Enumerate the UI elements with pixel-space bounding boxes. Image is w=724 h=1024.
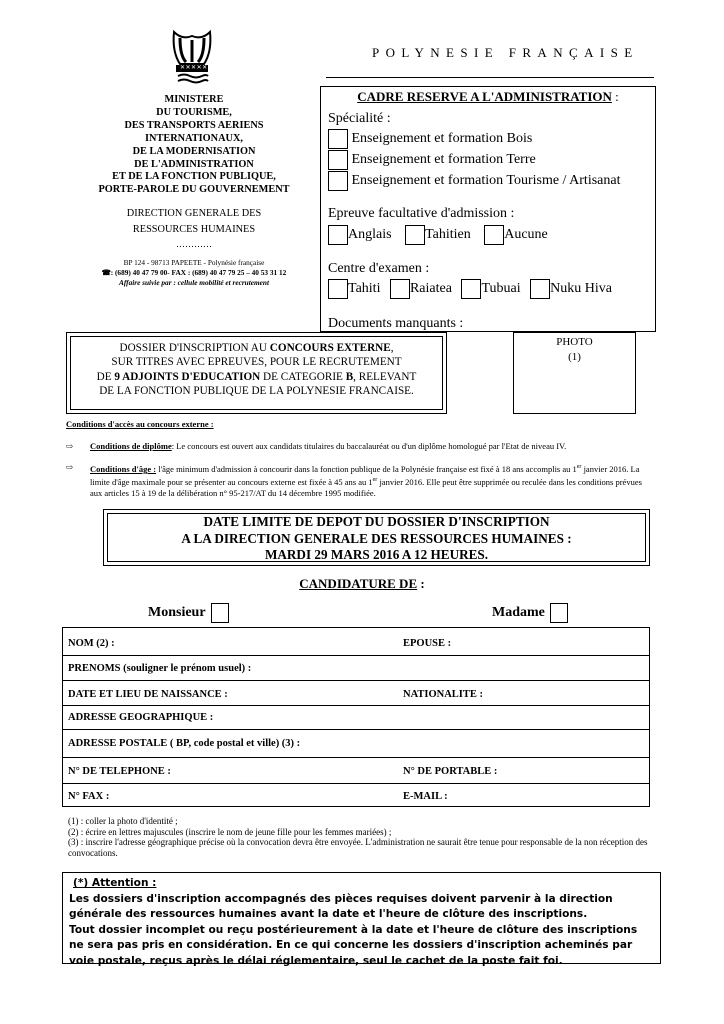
candidature-title-wrap: CANDIDATURE DE : bbox=[299, 576, 425, 591]
postal-address: BP 124 - 98713 PAPEETE - Polynésie française bbox=[123, 258, 265, 267]
specialite-label: Spécialité : bbox=[328, 111, 391, 126]
attention-paragraph-1: Les dossiers d'inscription accompagnés des pièces requises doivent parvenir à la direction générale des ressources humaines avant la date et l'heure de clôture des inscriptions. bbox=[69, 892, 613, 920]
checkbox[interactable] bbox=[461, 279, 481, 299]
epreuve-option-anglais[interactable] bbox=[328, 227, 392, 242]
attention-paragraph-2: Tout dossier incomplet ou reçu postérieurement à la date et l'heure de clôture des inscriptions ne sera pas pris en considération. En ce qui concerne les dossiers d'inscription acheminés par voie postale, reçus après le délai réglementaire, seul le cachet de la poste fait foi. bbox=[69, 923, 638, 967]
arrow-icon: ⇨ bbox=[66, 462, 74, 472]
telephone-field[interactable]: N° DE TELEPHONE : bbox=[68, 766, 171, 777]
monsieur-option[interactable] bbox=[148, 603, 229, 623]
deadline-line-1: DATE LIMITE DE DEPOT DU DOSSIER D'INSCRIPTION bbox=[203, 514, 550, 529]
ministry-line: MINISTERE bbox=[164, 94, 224, 105]
madame-label: Madame bbox=[492, 605, 545, 621]
header-rule bbox=[326, 77, 654, 78]
admin-box-title-colon: : bbox=[611, 89, 619, 104]
monsieur-checkbox[interactable] bbox=[211, 603, 229, 623]
condition-age: ⇨ Conditions d'âge : l'âge minimum d'admission à concourir dans la fonction publique de la Polynésie française est fixé à 18 ans accomplis au 1er janvier 2016. La limite d'âge maximale pour se présenter au concours externe est fixée à 45 ans au 1er janvier 2016. Elle peut être supprimée ou reculée dans les conditions prévues aux articles 15 à 19 de la délibération n° 95-217/AT du 14 décembre 1995 modifiée. bbox=[66, 462, 642, 498]
centre-option-tubuai[interactable] bbox=[461, 281, 520, 296]
checkbox[interactable] bbox=[328, 279, 348, 299]
checkbox[interactable] bbox=[484, 225, 504, 245]
admin-box-title: CADRE RESERVE A L'ADMINISTRATION bbox=[357, 89, 612, 104]
option-label: Tahitien bbox=[425, 227, 471, 243]
option-label: Enseignement et formation Bois bbox=[351, 131, 533, 147]
candidature-title: CANDIDATURE DE bbox=[299, 576, 418, 591]
centre-option-nuku-hiva[interactable] bbox=[530, 281, 612, 296]
deadline-box bbox=[103, 509, 650, 566]
nationalite-field[interactable]: NATIONALITE : bbox=[403, 689, 484, 700]
monsieur-label: Monsieur bbox=[148, 605, 206, 621]
option-label: Tubuai bbox=[481, 281, 521, 297]
option-label: Aucune bbox=[504, 227, 548, 243]
arrow-icon: ⇨ bbox=[66, 441, 74, 451]
ministry-block bbox=[78, 94, 310, 197]
dossier-line-3: DE 9 ADJOINTS D'EDUCATION DE CATEGORIE B, RELEVANT bbox=[96, 370, 417, 383]
adresse-postale-field[interactable]: ADRESSE POSTALE ( BP, code postal et ville) (3) : bbox=[68, 738, 301, 749]
specialite-option-terre[interactable] bbox=[328, 150, 536, 170]
age-label: Conditions d'âge : bbox=[90, 463, 157, 474]
footnotes bbox=[68, 816, 652, 858]
checkbox[interactable] bbox=[328, 129, 348, 149]
epreuve-option-tahitien[interactable] bbox=[405, 227, 471, 242]
conditions-heading: Conditions d'accès au concours externe : bbox=[66, 419, 214, 429]
centre-option-raiatea[interactable] bbox=[390, 281, 452, 296]
centre-option-tahiti[interactable] bbox=[328, 281, 380, 296]
documents-manquants-label: Documents manquants : bbox=[328, 316, 464, 331]
epouse-field[interactable]: EPOUSE : bbox=[403, 638, 452, 649]
specialite-option-bois[interactable] bbox=[328, 129, 532, 149]
epreuve-label: Epreuve facultative d'admission : bbox=[328, 206, 515, 221]
deadline-line-2: A LA DIRECTION GENERALE DES RESSOURCES HUMAINES : bbox=[181, 530, 572, 546]
option-label: Tahiti bbox=[348, 281, 381, 297]
photo-label: PHOTO bbox=[556, 336, 593, 348]
country-name: POLYNESIE FRANÇAISE bbox=[372, 45, 639, 60]
direction-line-2: RESSOURCES HUMAINES bbox=[132, 224, 256, 235]
government-emblem bbox=[166, 28, 218, 88]
ministry-line: ET DE LA FONCTION PUBLIQUE, bbox=[112, 171, 276, 183]
prenoms-field[interactable]: PRENOMS (souligner le prénom usuel) : bbox=[68, 663, 252, 674]
ministry-line: DU TOURISME, bbox=[156, 106, 232, 118]
checkbox[interactable] bbox=[530, 279, 550, 299]
dossier-box bbox=[66, 332, 447, 414]
checkbox[interactable] bbox=[390, 279, 410, 299]
specialite-option-tourisme[interactable] bbox=[328, 171, 620, 191]
checkbox[interactable] bbox=[405, 225, 425, 245]
phone-fax: ☎: (689) 40 47 79 00- FAX : (689) 40 47 79 25 – 40 53 31 12 bbox=[101, 268, 287, 277]
checkbox[interactable] bbox=[328, 225, 348, 245]
centre-label: Centre d'examen : bbox=[328, 261, 430, 276]
checkbox[interactable] bbox=[328, 171, 348, 191]
direction-line-1: DIRECTION GENERALE DES bbox=[126, 208, 262, 219]
footnote-3: (3) : inscrire l'adresse géographique précise où la convocation devra être envoyée. L'administration ne saurait être tenue pour responsable de la non réception des convocations. bbox=[68, 837, 648, 858]
footnote-1: (1) : coller la photo d'identité ; bbox=[68, 816, 178, 826]
option-label: Raiatea bbox=[409, 281, 452, 297]
option-label: Enseignement et formation Tourisme / Artisanat bbox=[351, 173, 621, 189]
attention-box bbox=[62, 872, 661, 967]
ministry-line: DE LA MODERNISATION bbox=[132, 145, 256, 157]
fax-field[interactable]: N° FAX : bbox=[68, 791, 110, 802]
dossier-line-2: SUR TITRES AVEC EPREUVES, POUR LE RECRUTEMENT bbox=[111, 356, 402, 369]
ministry-line: DES TRANSPORTS AERIENS bbox=[124, 119, 264, 131]
photo-box[interactable] bbox=[513, 332, 636, 414]
option-label: Anglais bbox=[348, 227, 392, 243]
dossier-line-1: DOSSIER D'INSCRIPTION AU CONCOURS EXTERNE, bbox=[119, 342, 394, 354]
candidate-form bbox=[62, 627, 650, 807]
portable-field[interactable]: N° DE PORTABLE : bbox=[403, 766, 498, 777]
attention-title: (*) Attention : bbox=[73, 877, 157, 889]
contact-block bbox=[70, 258, 318, 288]
centre-options bbox=[328, 279, 612, 299]
epreuve-options bbox=[328, 225, 548, 245]
ministry-line: DE L'ADMINISTRATION bbox=[134, 158, 254, 170]
checkbox[interactable] bbox=[328, 150, 348, 170]
diplome-text: : Le concours est ouvert aux candidats titulaires du baccalauréat ou d'un diplôme homologué par l'Etat de niveau IV. bbox=[171, 441, 567, 451]
madame-checkbox[interactable] bbox=[550, 603, 568, 623]
nom-field[interactable]: NOM (2) : bbox=[68, 638, 115, 649]
option-label: Nuku Hiva bbox=[550, 281, 612, 297]
admin-reserved-box bbox=[320, 86, 656, 332]
epreuve-option-aucune[interactable] bbox=[484, 227, 548, 242]
email-field[interactable]: E-MAIL : bbox=[403, 791, 448, 802]
diplome-label: Conditions de diplôme bbox=[90, 441, 172, 451]
madame-option[interactable] bbox=[492, 603, 568, 623]
direction-dots: ………… bbox=[176, 239, 212, 249]
footnote-2: (2) : écrire en lettres majuscules (inscrire le nom de jeune fille pour les femmes mariées) ; bbox=[68, 826, 392, 837]
dossier-line-4: DE LA FONCTION PUBLIQUE DE LA POLYNESIE FRANCAISE. bbox=[99, 385, 414, 398]
emblem-text: ✕✕✕✕✕ bbox=[180, 65, 208, 71]
date-lieu-naissance-field[interactable]: DATE ET LIEU DE NAISSANCE : bbox=[68, 689, 228, 700]
deadline-line-3: MARDI 29 MARS 2016 A 12 HEURES. bbox=[264, 547, 489, 562]
direction-block bbox=[78, 206, 310, 250]
condition-diplome bbox=[66, 441, 656, 452]
adresse-geographique-field[interactable]: ADRESSE GEOGRAPHIQUE : bbox=[68, 712, 214, 723]
option-label: Enseignement et formation Terre bbox=[351, 152, 536, 168]
ministry-line: PORTE-PAROLE DU GOUVERNEMENT bbox=[98, 184, 290, 196]
ministry-line: INTERNATIONAUX, bbox=[145, 132, 243, 144]
photo-ref: (1) bbox=[568, 351, 581, 363]
affaire-suivie: Affaire suivie par : cellule mobilité et recrutement bbox=[118, 278, 270, 287]
